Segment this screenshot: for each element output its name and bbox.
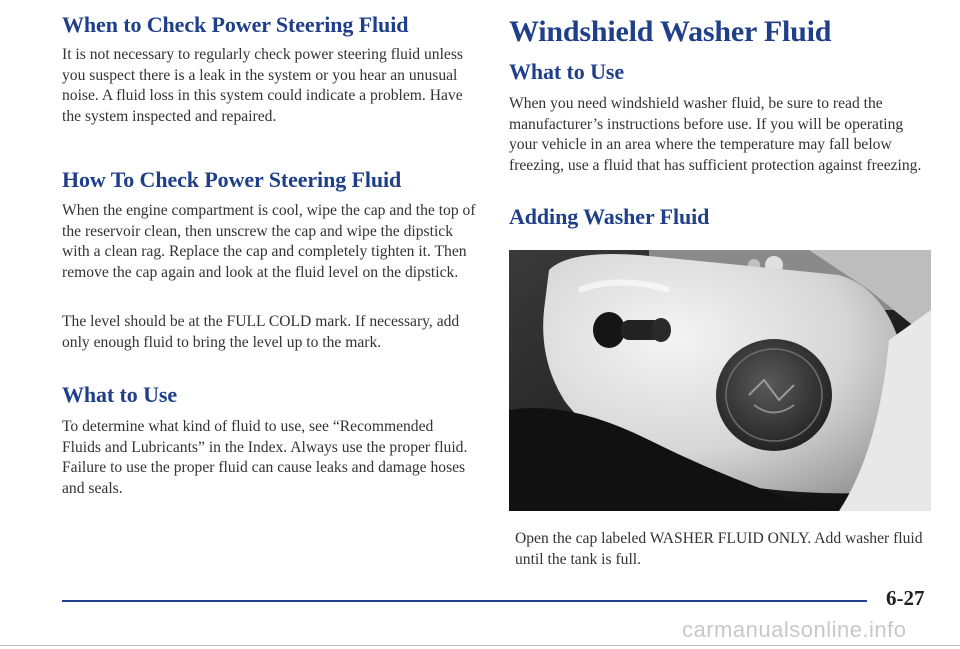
heading-how-to-check: How To Check Power Steering Fluid <box>62 167 402 192</box>
heading-windshield-washer-fluid: Windshield Washer Fluid <box>509 15 832 48</box>
heading-what-to-use-left: What to Use <box>62 382 178 407</box>
paragraph-how-to-check-2: The level should be at the FULL COLD mark. If necessary, add only enough fluid to bring the level up to the mark. <box>62 313 460 351</box>
watermark-text: carmanualsonline.info <box>682 617 907 642</box>
heading-what-to-use-right: What to Use <box>509 59 625 84</box>
footer-divider <box>0 645 960 646</box>
heading-when-to-check: When to Check Power Steering Fluid <box>62 12 409 37</box>
heading-adding-washer-fluid: Adding Washer Fluid <box>509 204 710 229</box>
page-number: 6-27 <box>886 586 925 610</box>
paragraph-what-to-use-right: When you need windshield washer fluid, be sure to read the manufacturer’s instructions before use. If you will be operating your vehicle in an area where the temperature may fall below freezing, use a fluid that has sufficient protection against freezing. <box>509 95 922 174</box>
photo-caption: Open the cap labeled WASHER FLUID ONLY. Add washer fluid until the tank is full. <box>515 530 923 568</box>
paragraph-what-to-use-left: To determine what kind of fluid to use, see “Recommended Fluids and Lubricants” in the Index. Always use the proper fluid. Failure to use the proper fluid can cause leaks and damage hoses and seals. <box>62 418 468 497</box>
paragraph-when-to-check: It is not necessary to regularly check power steering fluid unless you suspect there is a leak in the system or you hear an unusual noise. A fluid loss in this system could indicate a problem. Have the system inspected and repaired. <box>62 46 463 125</box>
paragraph-how-to-check-1: When the engine compartment is cool, wipe the cap and the top of the reservoir clean, then unscrew the cap and wipe the dipstick with a clean rag. Replace the cap and completely tighten it. Then remove the cap again and look at the fluid level on the dipstick. <box>62 202 476 281</box>
washer-reservoir-photo <box>509 250 931 511</box>
footer-rule <box>62 600 867 602</box>
